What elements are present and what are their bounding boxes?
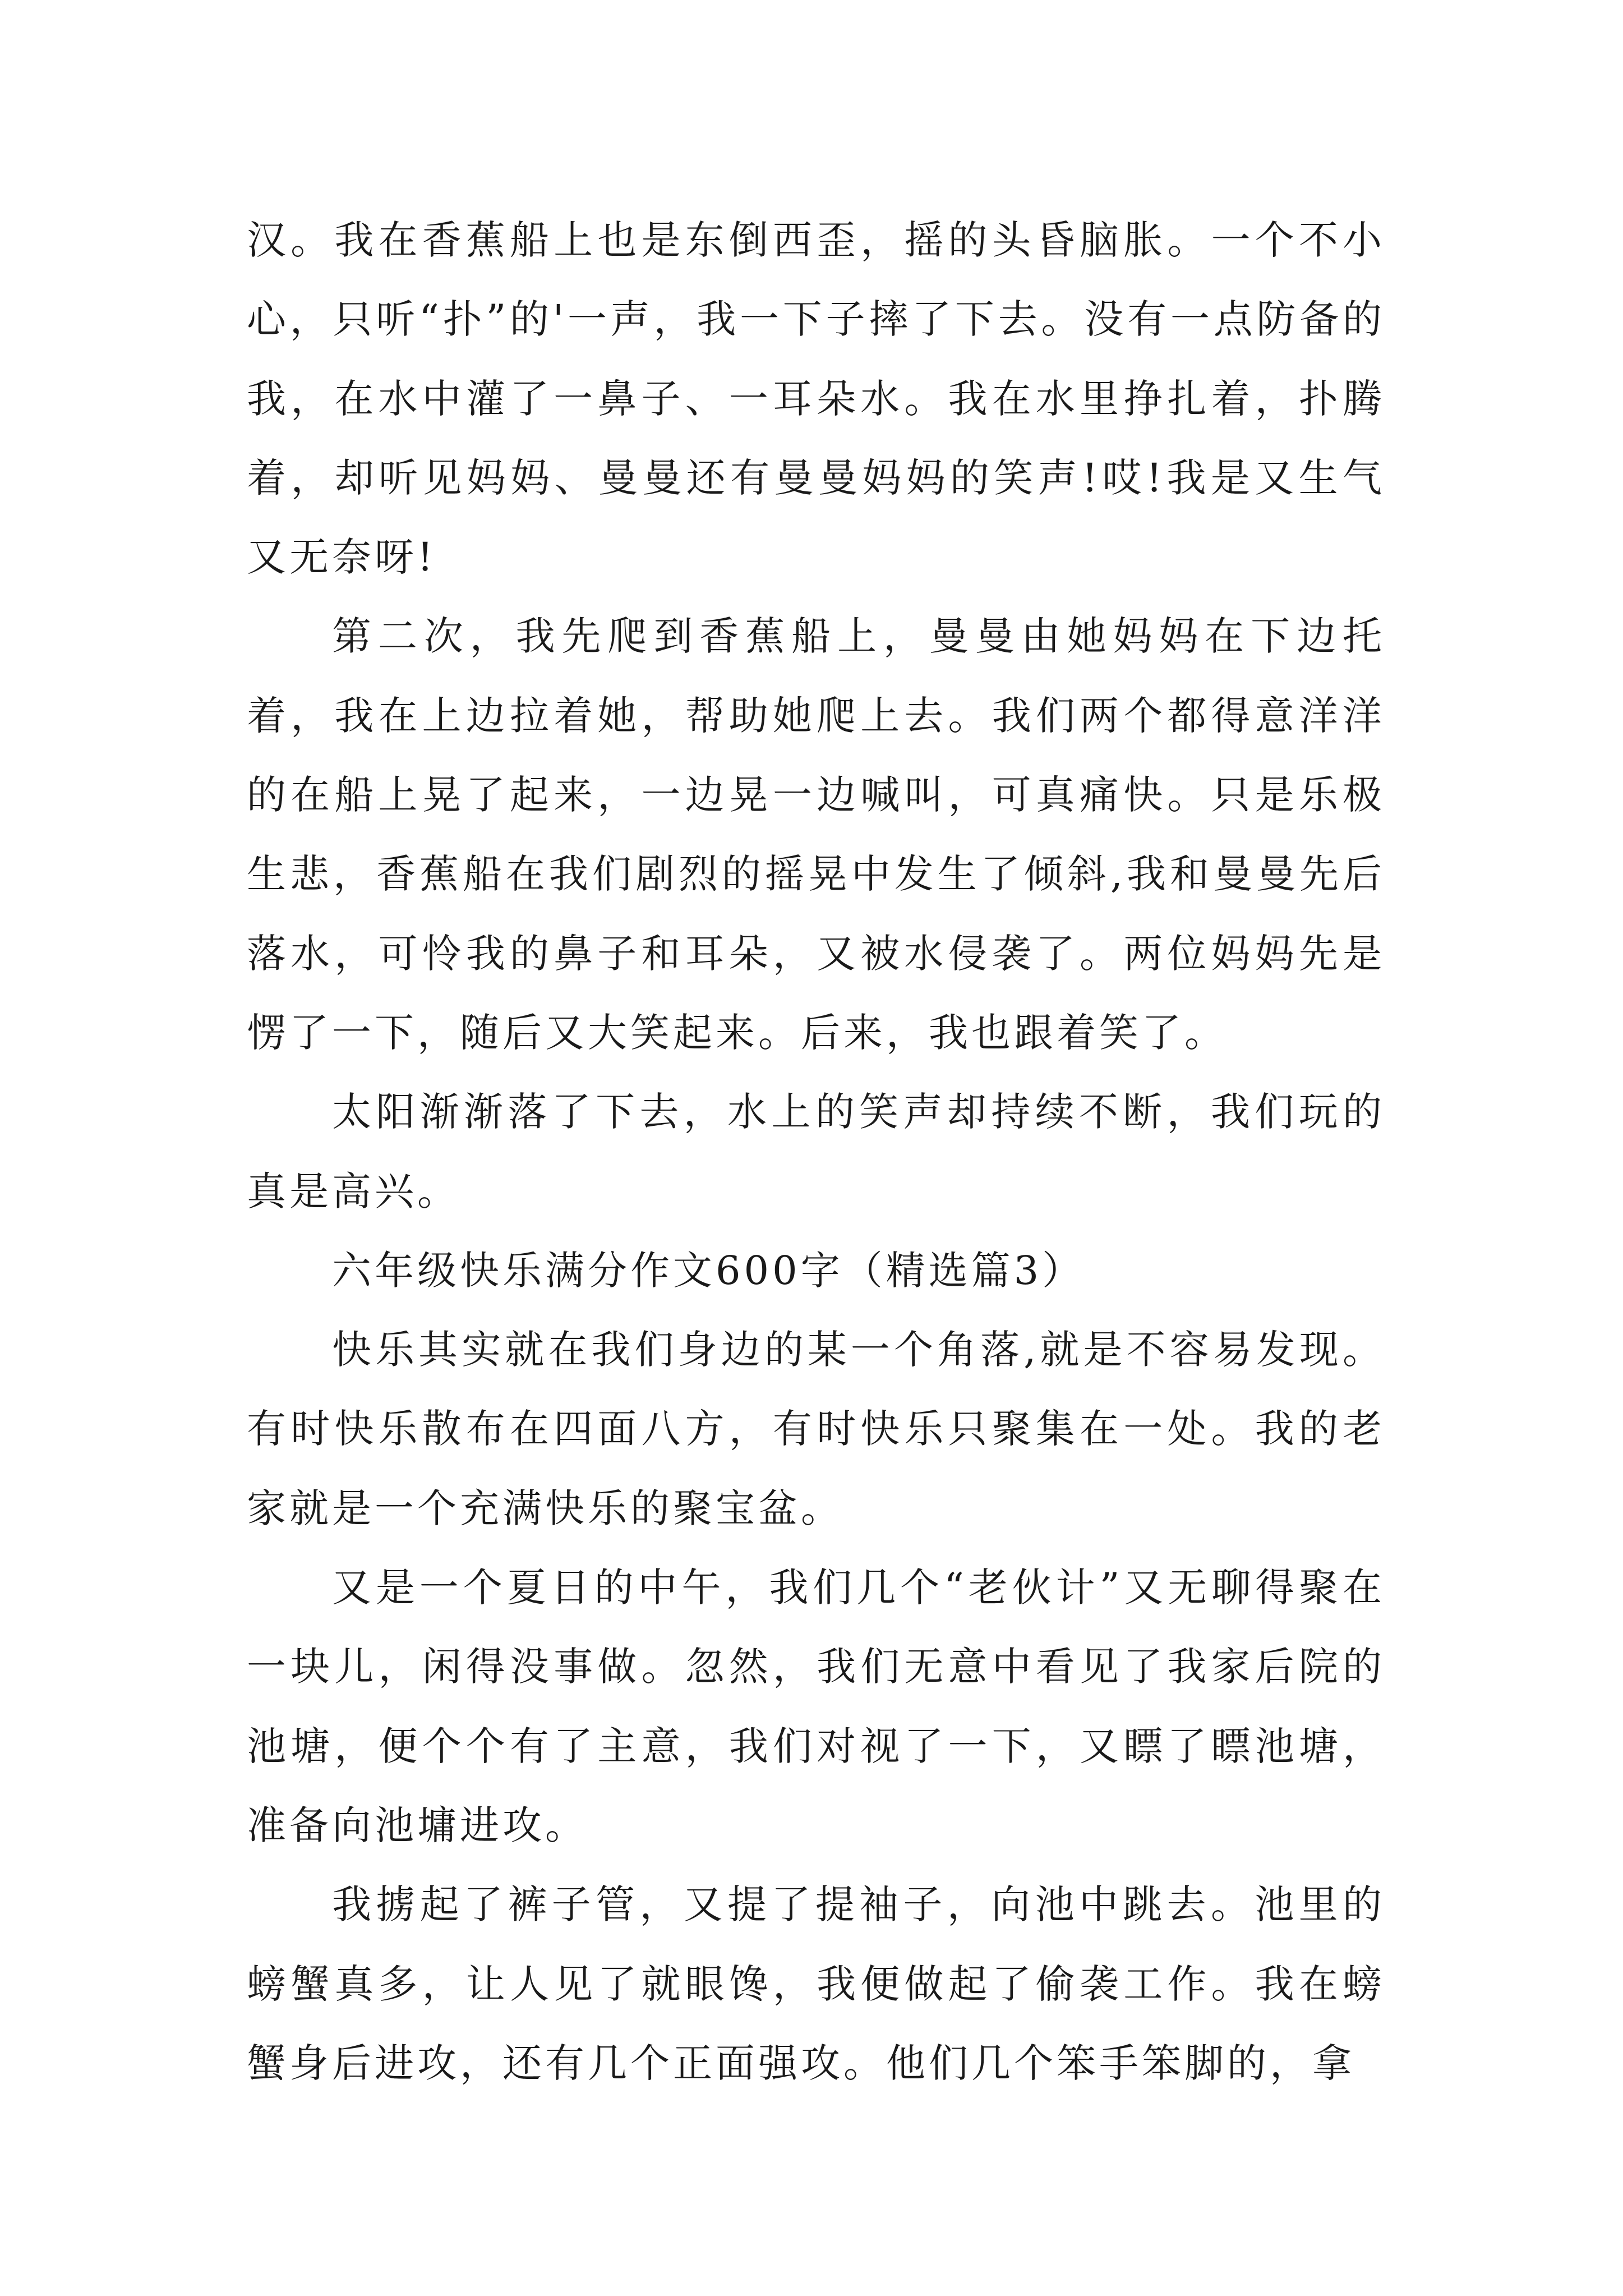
document-body [247, 201, 1385, 2103]
paragraph-2: 第二次，我先爬到香蕉船上，曼曼由她妈妈在下边托着，我在上边拉着她，帮助她爬上去。我们两个都得意洋洋的在船上晃了起来，一边晃一边喊叫，可真痛快。只是乐极生悲，香蕉船在我们剧烈的摇晃中发生了倾斜,我和曼曼先后落水，可怜我的鼻子和耳朵，又被水侵袭了。两位妈妈先是愣了一下，随后又大笑起来。后来，我也跟着笑了。 [247, 613, 1385, 1056]
paragraph-6: 我掳起了裤子管，又提了提袖子，向池中跳去。池里的螃蟹真多，让人见了就眼馋，我便做起了偷袭工作。我在螃蟹身后进攻，还有几个正面强攻。他们几个笨手笨脚的，拿 [247, 1881, 1385, 2086]
paragraph-5: 又是一个夏日的中午，我们几个“老伙计”又无聊得聚在一块儿，闲得没事做。忽然，我们无意中看见了我家后院的池塘，便个个有了主意，我们对视了一下，又瞟了瞟池塘，准备向池墉进攻。 [247, 1565, 1385, 1848]
paragraph-4: 快乐其实就在我们身边的某一个角落,就是不容易发现。有时快乐散布在四面八方，有时快乐只聚集在一处。我的老家就是一个充满快乐的聚宝盆。 [247, 1327, 1385, 1531]
paragraph-3: 太阳渐渐落了下去，水上的笑声却持续不断，我们玩的真是高兴。 [247, 1089, 1385, 1214]
section-heading: 六年级快乐满分作文600字（精选篇3） [332, 1247, 1085, 1294]
paragraph-1: 汉。我在香蕉船上也是东倒西歪，摇的头昏脑胀。一个不小心，只听“扑”的'一声，我一下子摔了下去。没有一点防备的我，在水中灌了一鼻子、一耳朵水。我在水里挣扎着，扑腾着，却听见妈妈、曼曼还有曼曼妈妈的笑声!哎!我是又生气又无奈呀! [247, 217, 1385, 581]
